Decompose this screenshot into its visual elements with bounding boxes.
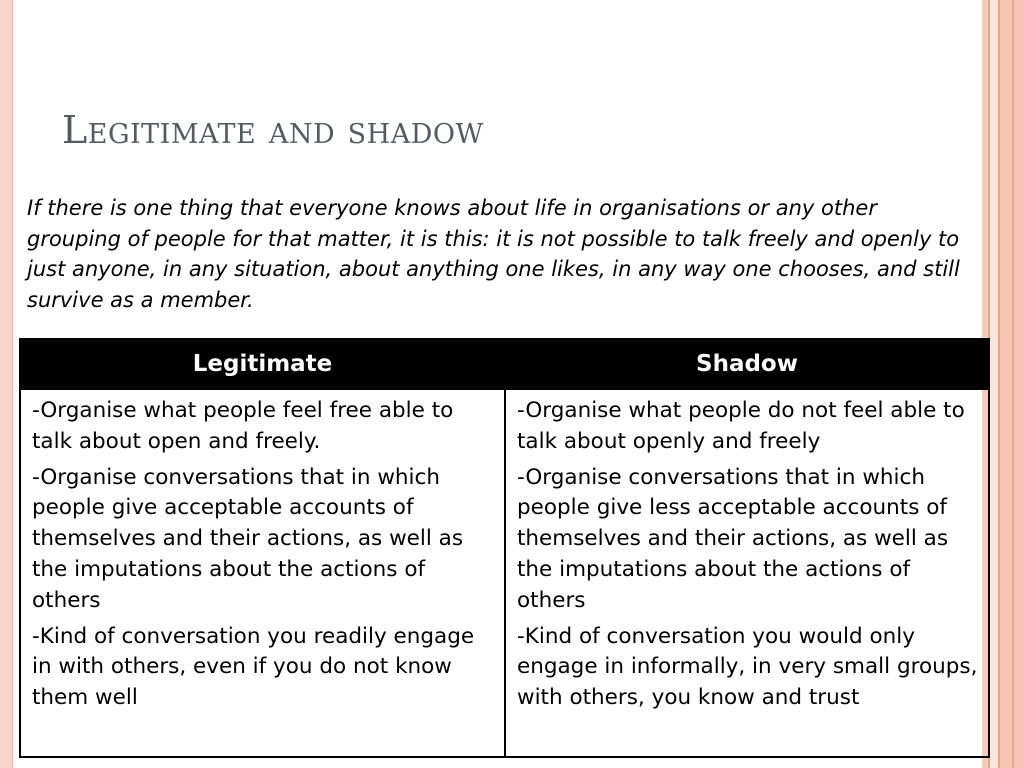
table-row	[20, 389, 989, 757]
slide-title: Legitimate and shadow	[62, 108, 484, 152]
right-decorative-stripe	[1012, 0, 1014, 768]
legitimate-point: -Organise what people feel free able to talk about open and freely.	[32, 398, 454, 454]
header-shadow: Shadow	[505, 339, 989, 389]
header-legitimate: Legitimate	[20, 339, 505, 389]
quote-text: If there is one thing that everyone knows about life in organisations or any other grouping of people for that matter, it is this: it is not possible to talk freely and openly to just anyone, in any situation, about anything one likes, in any way one chooses, and still survive as a member.	[27, 196, 960, 313]
table-header-row	[20, 339, 989, 389]
shadow-point: -Organise conversations that in which people give less acceptable accounts of themselves and their actions, as well as the imputations about the actions of others	[517, 464, 949, 613]
legitimate-point: -Kind of conversation you readily engage in with others, even if you do not know them well	[32, 623, 475, 711]
shadow-cell	[505, 389, 989, 757]
left-decorative-stripe	[0, 0, 13, 768]
shadow-point: -Organise what people do not feel able to talk about openly and freely	[517, 398, 965, 454]
right-decorative-stripe	[990, 0, 998, 768]
legitimate-cell	[20, 389, 505, 757]
shadow-point: -Kind of conversation you would only engage in informally, in very small groups, with others, you know and trust	[517, 623, 978, 711]
legitimate-point: -Organise conversations that in which people give acceptable accounts of themselves and their actions, as well as the imputations about the actions of others	[32, 464, 464, 613]
comparison-table	[19, 338, 990, 758]
